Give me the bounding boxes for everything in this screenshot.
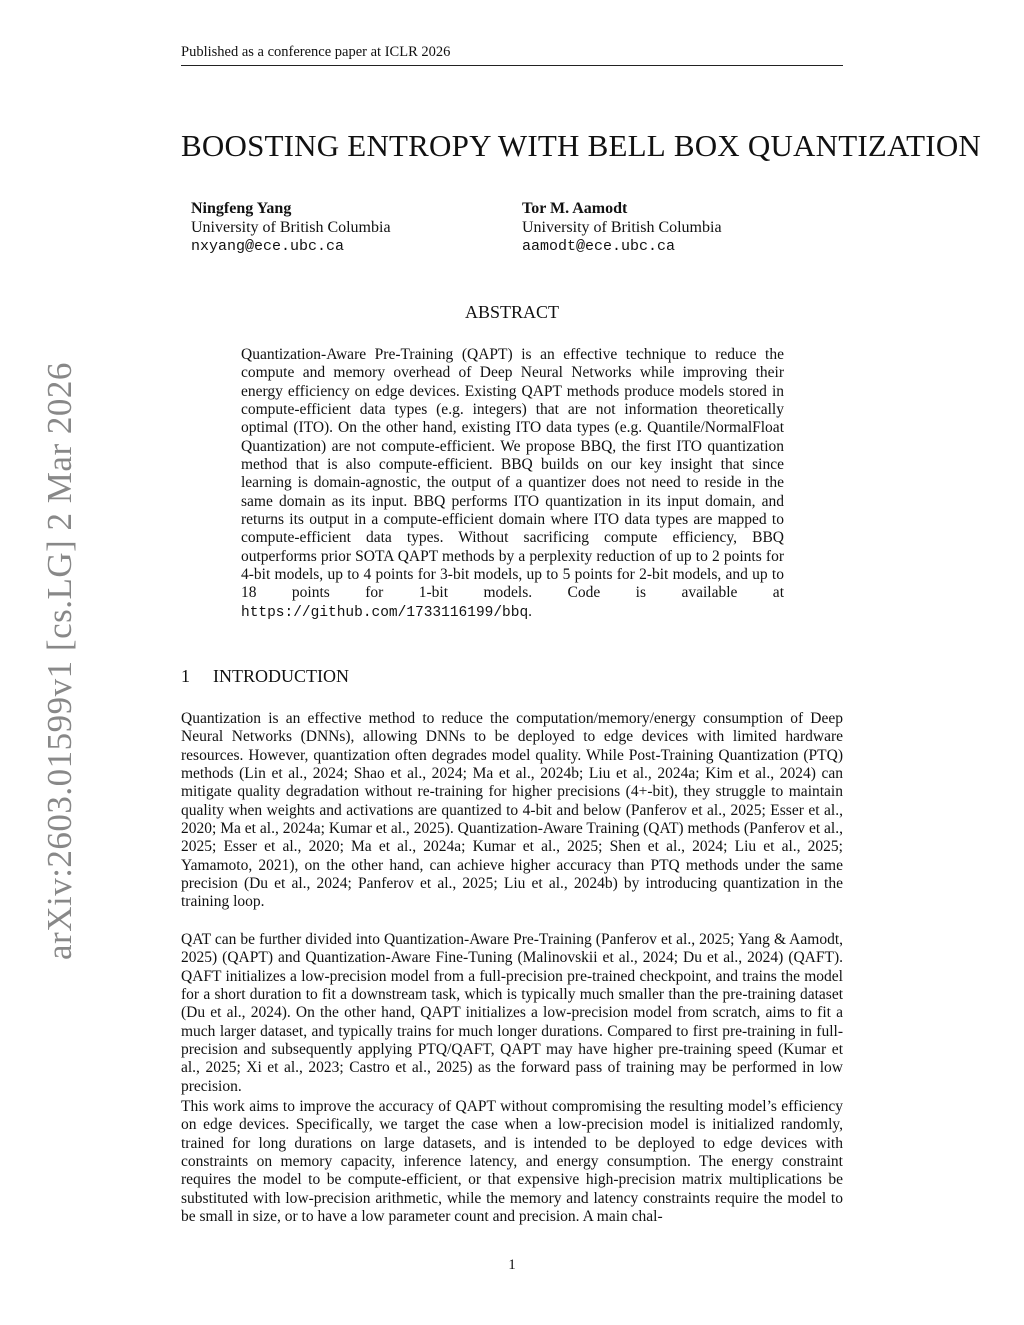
arxiv-watermark: arXiv:2603.01599v1 [cs.LG] 2 Mar 2026 — [40, 362, 79, 960]
abstract-text: Quantization-Aware Pre-Training (QAPT) is an effective technique to reduce the compute and memory overhead of Deep Neural Networks while improving their energy efficiency on edge devices. Existing QAPT methods produce models stored in compute-efficient data types (e.g. integers) that are not information theoretically optimal (ITO). On the other hand, existing ITO data types (e.g. Quantile/NormalFloat Quantization) are not compute-efficient. We propose BBQ, the first ITO quantization method that is also compute-efficient. BBQ builds on our key insight that since learning is domain-agnostic, the output of a quantizer does not need to reside in the same domain as its input. BBQ performs ITO quantization in its input domain, and returns its output in a compute-efficient domain where ITO data types are mapped to compute-efficient data types. Without sacrificing compute efficiency, BBQ outperforms prior SOTA QAPT methods by a perplexity reduction of up to 2 points for 4-bit models, up to 4 points for 3-bit models, up to 5 points for 2-bit models, and up to 18 points for 1-bit models. Code is available at https://github.com/1733116199/bbq. — [241, 346, 784, 621]
author-block-1 — [191, 199, 391, 256]
abstract-heading: ABSTRACT — [464, 302, 560, 322]
author-name: Tor M. Aamodt — [522, 200, 628, 217]
author-affiliation: University of British Columbia — [522, 219, 722, 236]
author-name: Ningfeng Yang — [191, 200, 292, 217]
page-number: 1 — [508, 1257, 516, 1273]
paper-title: BOOSTING ENTROPY WITH BELL BOX QUANTIZATION — [181, 128, 981, 163]
author-block-2 — [522, 199, 722, 256]
section-heading-introduction: 1 INTRODUCTION — [181, 666, 349, 686]
intro-paragraph-2: QAT can be further divided into Quantization-Aware Pre-Training (Panferov et al., 2025; Yang & Aamodt, 2025) (QAPT) and Quantization-Aware Fine-Tuning (Malinovskii et al., 2024; Du et al., 2024) (QAFT). QAFT initializes a low-precision model from a full-precision pre-trained checkpoint, and trains the model for a short duration to fit a downstream task, which is typically much smaller than the pre-training dataset (Du et al., 2024). On the other hand, QAPT initializes a low-precision model from scratch, aims to fit a much larger dataset, and typically trains for much longer durations. Compared to first pre-training in full-precision and subsequently applying PTQ/QAFT, QAPT may have higher pre-training speed (Kumar et al., 2025; Xi et al., 2023; Castro et al., 2025) as the forward pass of training may be performed in low precision. — [181, 931, 843, 1095]
running-header: Published as a conference paper at ICLR 2026 — [181, 44, 843, 66]
author-affiliation: University of British Columbia — [191, 219, 391, 236]
intro-paragraph-3: This work aims to improve the accuracy of QAPT without compromising the resulting model’s efficiency on edge devices. Specifically, we target the case when a low-precision model is initialized randomly, trained for long durations on large datasets, and is intended to be deployed to edge devices with constraints on memory capacity, inference latency, and energy consumption. The energy constraint requires the model to be compute-efficient, or that expensive high-precision matrix multiplications be substituted with low-precision arithmetic, while the memory and latency constraints require the model to be small in size, or to have a low parameter count and precision. A main chal- — [181, 1098, 843, 1226]
author-email[interactable]: nxyang@ece.ubc.ca — [191, 238, 345, 255]
code-link[interactable]: https://github.com/1733116199/bbq — [241, 604, 529, 621]
author-email[interactable]: aamodt@ece.ubc.ca — [522, 238, 676, 255]
intro-paragraph-1: Quantization is an effective method to reduce the computation/memory/energy consumption of Deep Neural Networks (DNNs), allowing DNNs to be deployed to edge devices with limited hardware resources. However, quantization often degrades model quality. While Post-Training Quantization (PTQ) methods (Lin et al., 2024; Shao et al., 2024; Ma et al., 2024b; Liu et al., 2024a; Kim et al., 2024) can mitigate quality degradation without re-training for higher precisions (4+-bit), they struggle to maintain quality when weights and activations are quantized to 4-bit and below (Panferov et al., 2025; Esser et al., 2020; Ma et al., 2024a; Kumar et al., 2025). Quantization-Aware Training (QAT) methods (Panferov et al., 2025; Esser et al., 2020; Ma et al., 2024a; Kumar et al., 2025; Shen et al., 2024; Liu et al., 2025; Yamamoto, 2021), on the other hand, can achieve higher accuracy than PTQ methods under the same precision (Du et al., 2024; Panferov et al., 2025; Liu et al., 2024b) by introducing quantization in the training loop. — [181, 710, 843, 911]
